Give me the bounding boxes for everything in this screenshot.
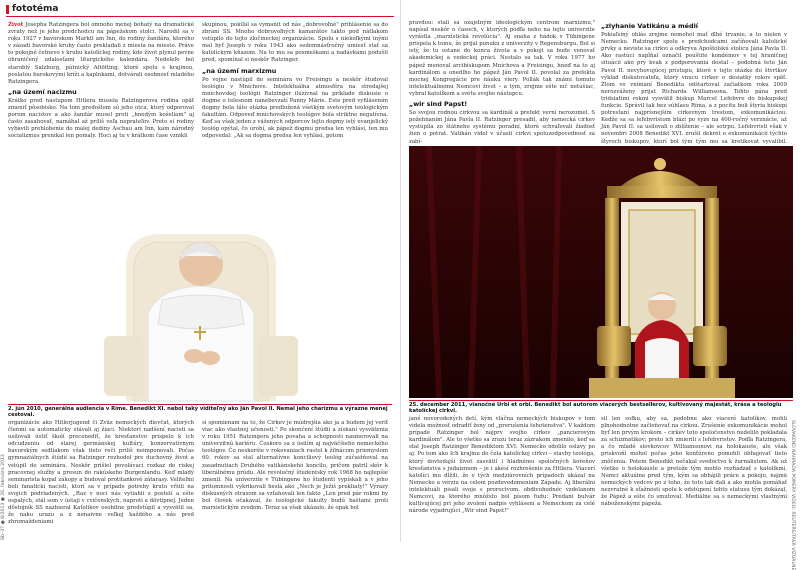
photo-credits: SLOVAKEND NÁHRADA POMERY VIDEO: REUTERS/TASR VIZUÁLNE [790, 420, 795, 570]
section-tag-bar [6, 5, 9, 14]
caption-text: vianočné Urbi et orbi. Benedikt bol autorom viacerých bestsellerov, kultivovaný majestát, krása a teológiu katolíckej cirkvi. [409, 402, 782, 414]
pope-audience-photo [8, 196, 392, 402]
paragraph-text: Po vojne nastúpil do seminára vo Freisingu a neskôr študoval teológiu v Mníchove. Intelektuálna atmosféra na stredajšej mníchovskej teológii Ratzinger iluzívnal na príklade diskusie o dogme o telesnom nanebevzatí Panny Márie. Este pred vyhlásením dogmy bola táto otázka predložená všetkým svetovým teologickým fakultám. Odpoveď mníchovských teológov bola striktne negatívna. Keď sa však jeden z vážených odporcov tejto dogmy istý evanjelický teológ opýtal, čo urobí, ak pápež dogmu predsa len vyhlási, ten mu odpovedal: „Ak sa dogma predsa len vyhlási, potom [202, 76, 388, 140]
subheading: „zlyhanie Vatikánu a médií [601, 22, 698, 30]
subheading: „na území marxizmu [202, 66, 277, 75]
paragraph-text: pravdou: stali sa ozajstným ideologickým centrom marxizmu," napísal neskôr o časoch, v ktorých podľa neho na tejto univerzite vyrástla „marxistická revolúcia". Aj snaha z hádok v Tübingene prispela k tomu, že prijal ponuku z univerzity v Regensburgu. Bol si istý, že tu ostane do konca života a v pokoji sa bude venovať akademickej a vedeckej práci. Nestalo sa tak. V roku 1977 ho pápež menoval arcibiskupom Mníchova a Freisingu, hneď na to aj kardinálom a onedlho ho pápež Ján Pavol II. povolal za prefekta mocnej Kongregácie pre náuku viery. Pollák tak známi tomuto intelektuálnemu Nemcovi život – a tým, zrejme ešte nič netušiac, vybral katolíkom a svetu svojho nástupcu. [409, 20, 595, 97]
caption-rule [409, 400, 793, 401]
paragraph-text: Josepha Ratzingera bol omnoho menej bohatý na dramatické zvraty než je jeho predchodcu na pápežskom stolci. Narodil sa v roku 1927 v bavorskom Marktl am Inn, do rodiny žandára, ktorého v zásadi bavorské kruhy často prekladali z miesta na miesto. Práve to pokojné četnevo v kruhu katolíckej rodiny, kde život plynul pevne ohraničený udalosťami liturgického kalendára. Nedeleľo bol staroblý Salzburg, pútnický Altötting, ktoré spolu s krajinou, poslatou barokovými kríži a kaplnkami, dotvárali osobnosť mladého Ratzingera. [8, 22, 194, 85]
pope-throne-photo [409, 146, 793, 398]
top-rule [6, 16, 394, 17]
article-column-6 [601, 20, 787, 145]
caption-rule [8, 404, 392, 405]
paragraph-text: sil len sofku, aby sa, podobne ako viaceré katolíkov, mohli plnohodnotne začleňovať na cirkou. Zrušenie exkomunikácie mohol byť len prvým krokom – cirkev toto spoločenstvo nedelilo pokladala za schizmatikov; preto ich zmierili s lefebvristov. Podľa Ratzingera, a čo mladé slovkovcov Williamsonovi na holokauste, ale však priskvoňí mohol počas jeho konťúreno pomohli obhajovať tieto znôčenia. Potem Benedikt nečakal svedoctvo k žurnalistom. Ak už všetko o holokauste a pretože tým mohlo rozhádzať s katolíkmi, Nemci aktuálne pred tým, kým sa obhájili práce a pokoju, najmä nemeckých vedcov po z toho, že toto tak dali a ako mohla pomáhať nezvratné k sťažnosti spolu k odstúpení tohto statusu tým dokázal, že Pápež a ešte čo smutoval. Mediálne sa s nemeckými vlastnými náboženskými pápeža. [601, 416, 787, 508]
page-folio: Bb–37 ● 8/2013 ● 26. februára 2013 [1, 454, 6, 540]
caption-date: 25. december 2011, [409, 402, 468, 408]
paragraph-text: jané novorodených detí, kým vláčna nemeckých biskupov v tom videla možnosť odradiť ženy od „prerušenia tehotenstva". V každom prípade Ratzinger bol najprv svojho cirkev „pancierovým kardinálom". Ale to všetko sa zrazu teraz zázrakom zmenilo, keď sa stal Joseph Ratzinger Benediktom XVI. Nemecko odolilo oslavy po aj. Po tom ako Ich krajinu do čela katolíckej cirkvi – stavby teológa, ktorý dovtedajší život zasvätil i hladnému spoločných koreňov kresťanstva s judaizmom – je i akésí rozhrešenie za Hitlera. Viacerí katolíci mu dĺžili, že v tých medziúrovních prípadoch ukázal na Nemecko a verziu na celom pozdevedomeniam Západe. Aj liberálni intelektuáli pisali svoje s proroctvom. obdivuhodnéc vzdelanom Nemcovi, za ktorého mnôžsto bol písom fudu: Predaní bulvár kultivujúcej pri jeho zvolení nadpis vyhlásení a Nemeckom za celé národe vyjadrujúci „Wir sind Papst!" [409, 416, 595, 515]
article-column-3 [8, 420, 194, 538]
section-tag [6, 4, 58, 14]
right-page [400, 0, 800, 570]
photo-caption: 2. jún 2010, generálna audiencia v Ríme. Benedikt XI. nebol taký viditeľný ako Ján Pavol II. Nemal jeho charizmu a výrazne menej cestoval. [8, 406, 388, 418]
paragraph-text: Pokiaľsiný ohlás zrejme nemohol mať dlhé trvanie, a to nielen v Nemecku. Ratzinger spolu s predchodcami začíňovali katolícke prvky a neviste sa cirkvi a odkryva Apoštolskú stolicu Jána Pavla II. Ako rastúci napĺňal označil pouštite kondémov v tej hraničnej situácii ako prý kvak z podporovania dostal – podobná tetu Ján Pavol II. nevyhovujúcej prístupu, ktoré v tejto otázke do štvrtkov výklad diskutovateľa, ktorý vnucu cirkev o desiatky rokov späť. Zlom vo vnímaní Benedikta odštartoval začiatkom roku 2009 nerozváženy prijat Richarda Williamsona. Tohto pána pred tridsiatimi rokmi vysvätil biskup Marcel Lefebvre do biskupskej funkcie. Správil tak bez súhlasu Ríma, a z pocitu boli štyria biskupi potrestaní najprísnejším cirkevným trestom, exkomunikáciou. Kedže sa sa lefebvristom blázi po vyze na 400-ročný verznácie, až Ján Pavol II. sa usilovali o zblíženie – ale sotrpu. Lefebvristi však v novembri 2008 Benedikt XVI. zrušil dekrét o exkomunikácii týchto štyroch biskupov, ktorí bol tým tým mu sa kretikovat vyvalibil. [601, 32, 787, 145]
article-column-8 [601, 416, 787, 538]
left-page [0, 0, 400, 542]
subheading: „na území nacizmu [8, 87, 77, 96]
article-column-5 [409, 20, 595, 145]
paragraph-text: Krátko pred nástupom Hitlera musela Ratzingerova rodina opäť zmeniť pôsobisko. Na tom predošlom sú jeho otca, ktorý odporoval porom nacistov a ako žandár musel proti „hnedým košeliam" aj často zasahovať, namáhal až príliš veľa neprateľov. Preto si rodiny vybavili prehlobenie do malej dediny Aschau am Inn, kam národný socializmus prenikal len pomaly. Hoci aj tu v krátkom čase vznikli [8, 97, 194, 140]
photo-caption [409, 402, 793, 414]
section-title: fototéma [12, 4, 59, 14]
article-column-2 [202, 22, 388, 194]
paragraph-text: si spomienam na to, že Cirkev je múdrejšia ako ja a budem jej veriť viac ako vlastnej učenosti." Po skončení štúdií a získaní vysvätenia v roku 1951 Ratzingera jeho povaha a schopnosti nasmerovali na univerzitnú kariéru. Čoskoro sa z úsilím aj najväčšieho nemeckého teológov. Čo neskoršie v rokovaniach rastol k žilnácom priemyslom 60. rokov sa stal alternatívne konciliový teológ zúčastňoval na zasadnutiach Druhého vatikánskeho koncilu, pričom patril skôr k liberálnému prúdu. Ale revolučný študentský rok 1968 ho najlepšie zmenil. Na univerzite v Tübingene ho študenti vypískali a v jeho pritomnosti vykrikovali heslá ako „Nech je Ježiš prekliaty!" Výrazy diskusných otrasom sa vzťahovali len fakto „Len pred pár rokmi by bol človek očakával, že teologické fakulty budú baštami proti marxistickým zvodom. Teraz sa však ukázalo, že opak bol [202, 420, 388, 512]
lead-word: Život [8, 22, 24, 28]
article-column-7 [409, 416, 595, 538]
paragraph-text: So svojou rodnou cirkvou sa kardinál a prefekt verní nerozumel. S požehnaním Jána Pavla II. Ratzinger presadil, aby nemecká cirkev vystúpila zo štátneho systému poradní, ktoré schvaľovali žiadosť žien o potrat. Vatikán videl v účasti cirkvi spoluzodpovednosť za zabí- [409, 110, 595, 145]
paragraph [8, 22, 194, 86]
article-column-4 [202, 420, 388, 538]
subheading: „wir sind Papst! [409, 100, 468, 109]
paragraph-text: skupinou, pokíľal sa vymanit od nás „dobrovoľné" prihlásenie sa do zbraní SS. Mnoho dobrovoľných kamarátov takto pod nátlakom vstúpilo do tejto zločineckej organizácie. Spolu s niekoľkými inými mal byť Joseph v roku 1943 ako sedemnásťročný umiesť stať sa katolíckym kňazom. Na to mu sa posmeškami a nadávkami podušil pred, spomínal si neskôr Ratzinger. [202, 22, 388, 64]
paragraph-text: organizácie ako Hitlerjugend či Zväz nemeckých dievčat, ktorých členmi sa automaticky stávali aj žiaci. Niektorí nadšení nacisti sa usilovali ústiť školí precenediť, že kresťanstvo prispelo k ich odcudzeniu od starej germánskej kultúry, konzervatívnym bavorským sedliakom však tieto reči príliš neimponovali. Počas gymnaziálnych štúdií sa Ratzinger rozhodol pre duchovný život a vstúpil do seminára. Neskôr prišiel povolávací rozkaz do riskej pracovnej služby a presun do rakúskeho Burgenlandu. Keď mladý seminarista kopal zákopy a budoval protitankové zátarasy. Veliteľmi boli fanatickí nacisti, ktorí sa v prípade potreby kruto vŕšili na svojich podriadených. „Raz v noci nás vytiahli z postelí a ešte ospalých, stál som v ústaji v cvičenských, naproti a dôvtipnej. Jeden dôstojník SS nazbieral Kaťolikov osobitne predstúpil a vysvätil sa, že naku urazu a z nenaivne veľkej každého a nás pred zhromaždeniami [8, 420, 194, 526]
article-column-1 [8, 22, 194, 194]
